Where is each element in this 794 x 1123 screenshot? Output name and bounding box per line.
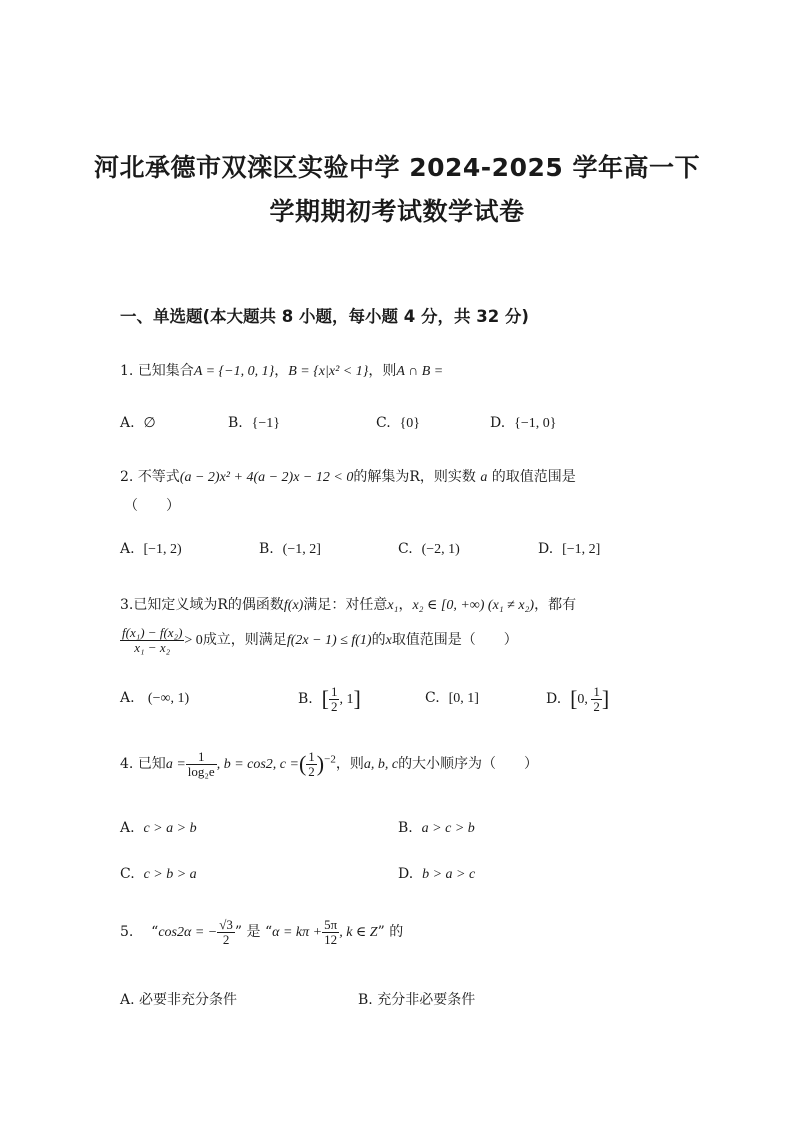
question-2 bbox=[120, 466, 576, 486]
close-quote: ” bbox=[377, 924, 385, 941]
option-label: B. bbox=[398, 820, 413, 836]
half-fraction: $\frac{1}{2}$ bbox=[593, 684, 600, 714]
option-value: (−∞, 1) bbox=[147, 691, 190, 706]
q1-option-a bbox=[120, 415, 156, 432]
question-text: 的 bbox=[389, 924, 404, 941]
sqrt3-fraction bbox=[217, 918, 235, 946]
difference-quotient bbox=[120, 626, 184, 654]
fraction-numerator: f(x₁) − f(x₂) bbox=[122, 625, 183, 640]
option-label: A. bbox=[120, 541, 135, 557]
option-label: D. bbox=[546, 691, 562, 708]
q3-option-c bbox=[425, 690, 479, 707]
option-value: {−1, 0} bbox=[514, 416, 557, 431]
exam-title-line1: 河北承德市双滦区实验中学 2024-2025 学年高一下 bbox=[94, 153, 700, 182]
option-label: A. bbox=[120, 415, 135, 431]
question-number: 1. bbox=[120, 363, 134, 379]
cos-expr: cos2α = − bbox=[158, 925, 218, 941]
fraction-denominator: 12 bbox=[324, 931, 338, 947]
separator: ， bbox=[274, 363, 289, 379]
q4-option-c bbox=[120, 866, 197, 883]
option-label: D. bbox=[490, 415, 506, 431]
question-number: 4. bbox=[120, 756, 134, 773]
question-text: ，都有 bbox=[534, 597, 577, 613]
section-heading: 一、单选题(本大题共 8 小题，每小题 4 分，共 32 分) bbox=[120, 307, 529, 326]
q2-option-a bbox=[120, 541, 182, 558]
variables: a, b, c bbox=[363, 757, 399, 773]
answer-paren: （ ） bbox=[124, 498, 180, 514]
comparison: > 0 bbox=[184, 633, 203, 649]
option-label: A. bbox=[120, 992, 135, 1008]
q4-option-a bbox=[120, 820, 197, 837]
question-text: 的 bbox=[371, 632, 386, 649]
paren: ( bbox=[298, 751, 307, 777]
question-text: 成立，则满足 bbox=[202, 632, 287, 649]
option-label: B. bbox=[298, 691, 313, 708]
a-fraction bbox=[186, 750, 217, 778]
intersection-expr: A ∩ B = bbox=[396, 364, 444, 379]
option-label: A. bbox=[120, 820, 135, 836]
option-value: {0} bbox=[399, 416, 421, 431]
paren: ) bbox=[316, 751, 325, 777]
option-label: B. bbox=[358, 992, 373, 1008]
q1-option-c bbox=[376, 415, 420, 432]
option-value: [−1, 2) bbox=[143, 542, 182, 557]
condition-expr: x₂ ∈ [0, +∞) (x₁ ≠ x₂) bbox=[412, 598, 535, 613]
b-c-definition: , b = cos2, c = bbox=[216, 757, 299, 773]
question-text: 已知定义域为R的偶函数 bbox=[133, 597, 284, 613]
question-text: ，则 bbox=[368, 363, 397, 379]
open-quote: “ bbox=[151, 924, 159, 941]
q2-option-b bbox=[259, 541, 321, 558]
option-label: B. bbox=[228, 415, 243, 431]
option-label: D. bbox=[398, 866, 414, 882]
option-value: 充分非必要条件 bbox=[377, 992, 476, 1008]
exam-title-line2: 学期期初考试数学试卷 bbox=[269, 197, 525, 226]
q4-option-d bbox=[398, 866, 475, 883]
option-value: [−1, 2] bbox=[562, 542, 601, 557]
q3-option-b: B. [ $\frac{1}{2}$ , 1] bbox=[298, 684, 361, 714]
separator: ， bbox=[398, 597, 413, 613]
bracket: ] bbox=[601, 686, 610, 712]
set-a-expr: A = {−1, 0, 1} bbox=[193, 364, 275, 379]
question-text: 不等式 bbox=[137, 469, 180, 485]
pi-fraction bbox=[322, 918, 339, 946]
q2-option-d bbox=[538, 541, 600, 558]
q1-option-d bbox=[490, 415, 556, 432]
option-value: c > a > b bbox=[143, 821, 197, 836]
question-4 bbox=[120, 750, 538, 778]
option-label: C. bbox=[376, 415, 391, 431]
question-1 bbox=[120, 360, 443, 380]
option-label: A. bbox=[120, 690, 135, 706]
option-value: c > b > a bbox=[143, 867, 197, 882]
fraction-denominator: 2 bbox=[308, 763, 315, 779]
half-fraction: $\frac{1}{2}$ bbox=[330, 684, 338, 714]
q1-option-b bbox=[228, 415, 280, 432]
inequality-expr: f(2x − 1) ≤ f(1) bbox=[286, 633, 372, 649]
option-value: (−2, 1) bbox=[421, 542, 460, 557]
question-3 bbox=[120, 594, 576, 614]
fraction-denominator: 2 bbox=[222, 931, 230, 947]
question-text: 是 bbox=[246, 924, 261, 941]
inequality-expr: (a − 2)x² + 4(a − 2)x − 12 < 0 bbox=[179, 470, 354, 485]
option-value: a > c > b bbox=[421, 821, 475, 836]
question-text: 的解集为R，则实数 bbox=[353, 469, 476, 485]
variable: x bbox=[385, 633, 392, 649]
fraction-numerator: √3 bbox=[219, 917, 233, 932]
question-5 bbox=[120, 918, 403, 946]
variable: a bbox=[480, 470, 488, 485]
question-text: 取值范围是（ ） bbox=[391, 632, 518, 649]
fraction-denominator: x₁ − x₂ bbox=[134, 639, 171, 655]
question-text: 的取值范围是 bbox=[491, 469, 576, 485]
q5-option-b bbox=[358, 989, 475, 1009]
question-text: 满足：对任意 bbox=[303, 597, 388, 613]
alpha-expr: α = kπ + bbox=[272, 925, 323, 941]
option-label: D. bbox=[538, 541, 554, 557]
question-number: 2. bbox=[120, 469, 134, 485]
open-quote: “ bbox=[264, 924, 273, 941]
bracket: ] bbox=[353, 686, 361, 712]
question-text: ，则 bbox=[335, 756, 364, 773]
question-text: 的大小顺序为（ ） bbox=[398, 756, 539, 773]
question-text: 已知集合 bbox=[137, 363, 194, 379]
question-text: 已知 bbox=[137, 756, 166, 773]
fraction-denominator: log₂e bbox=[187, 763, 215, 779]
option-label: C. bbox=[425, 690, 440, 706]
fraction-numerator: 5π bbox=[324, 917, 338, 932]
set-b-expr: B = {x|x² < 1} bbox=[288, 364, 369, 379]
function-expr: f(x) bbox=[283, 598, 304, 613]
question-number: 5. bbox=[120, 924, 134, 941]
bracket: [ bbox=[570, 686, 578, 712]
option-label: B. bbox=[259, 541, 274, 557]
option-value: (−1, 2] bbox=[282, 542, 321, 557]
q4-option-b bbox=[398, 820, 475, 837]
option-value: [0, 1] bbox=[448, 691, 479, 706]
q2-option-c bbox=[398, 541, 460, 558]
close-quote: ” bbox=[234, 924, 243, 941]
fraction-numerator: 1 bbox=[186, 750, 217, 765]
q3-option-d: D. [0, $\frac{1}{2}$ ] bbox=[546, 684, 610, 714]
option-value: {−1} bbox=[251, 416, 280, 431]
fraction-numerator: 1 bbox=[308, 749, 315, 764]
option-value: ∅ bbox=[143, 416, 156, 431]
option-label: C. bbox=[120, 866, 135, 882]
option-value: 必要非充分条件 bbox=[139, 992, 238, 1008]
option-label: C. bbox=[398, 541, 413, 557]
exponent: −2 bbox=[324, 753, 336, 766]
question-number: 3. bbox=[120, 597, 134, 613]
question-3-line2 bbox=[120, 626, 518, 654]
option-value: b > a > c bbox=[422, 867, 476, 882]
variable: x₁ bbox=[387, 598, 399, 613]
alpha-expr-tail: , k ∈ Z bbox=[339, 925, 378, 941]
a-definition: a = bbox=[165, 757, 186, 773]
c-fraction bbox=[306, 750, 317, 778]
bracket: [ bbox=[321, 686, 329, 712]
q5-option-a bbox=[120, 989, 237, 1009]
q3-option-a bbox=[120, 690, 189, 707]
